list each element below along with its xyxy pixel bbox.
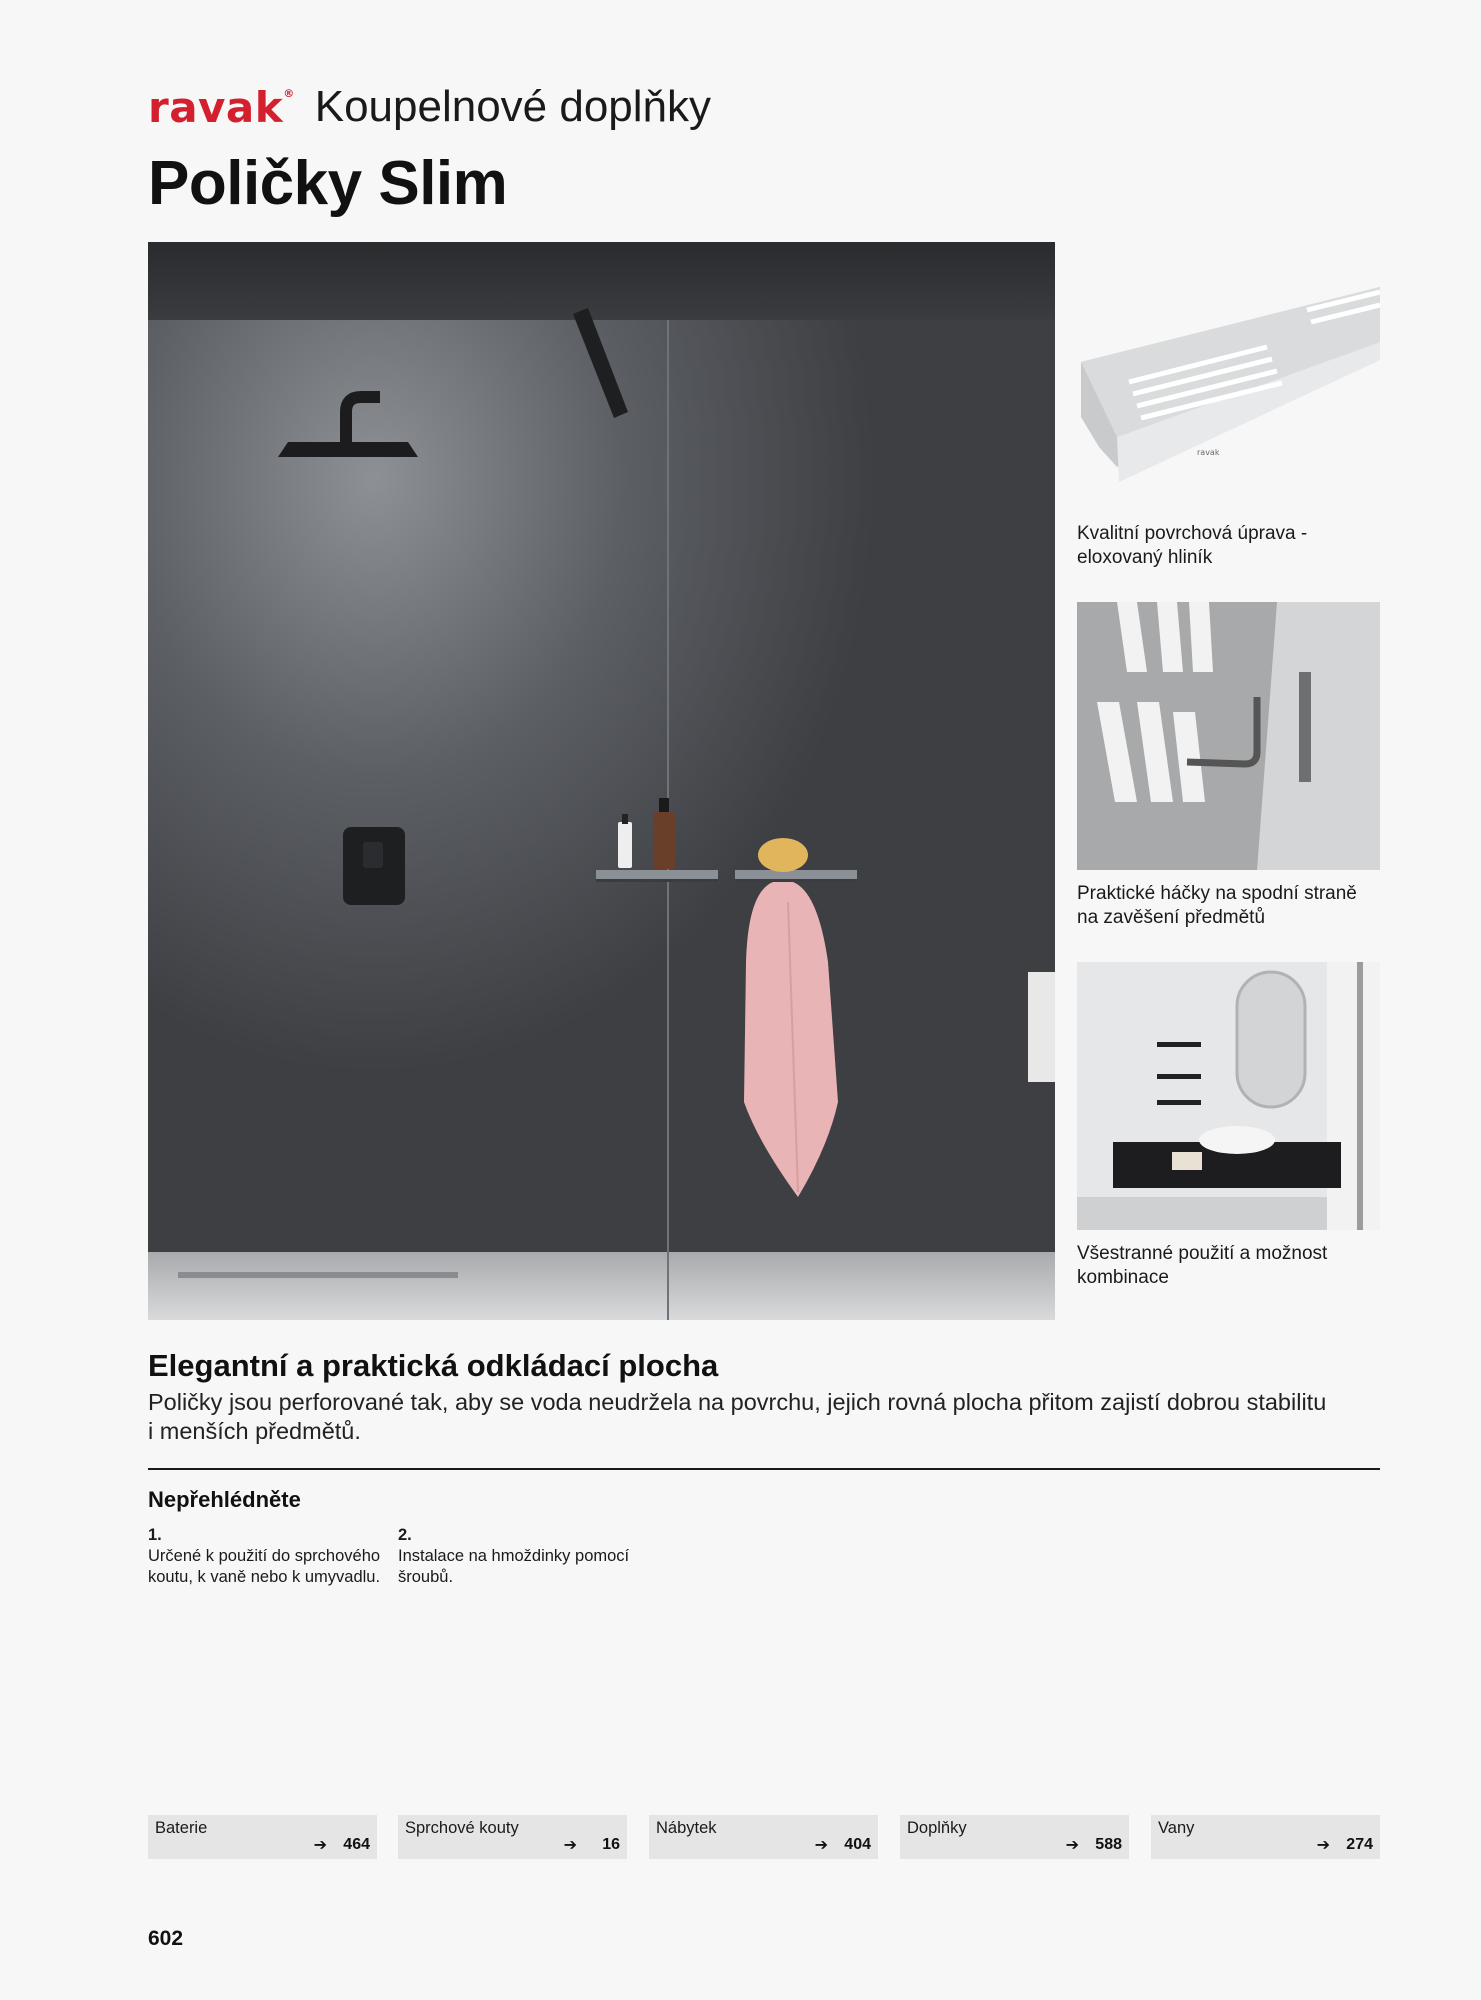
nav-label: Baterie bbox=[155, 1819, 208, 1837]
subheading: Elegantní a praktická odkládací plocha bbox=[148, 1348, 719, 1383]
nav-page-number: 588 bbox=[1095, 1836, 1122, 1853]
nav-button-vany[interactable] bbox=[1151, 1815, 1380, 1859]
arrow-right-icon: ➔ bbox=[313, 1837, 327, 1854]
feature-caption-3: Všestranné použití a možnost kombinace bbox=[1077, 1243, 1328, 1288]
mixer-icon bbox=[343, 827, 405, 905]
arrow-right-icon: ➔ bbox=[1316, 1837, 1330, 1854]
section-title: Koupelnové doplňky bbox=[314, 82, 712, 131]
nav-page-number: 274 bbox=[1346, 1836, 1373, 1853]
page-header bbox=[148, 82, 711, 132]
nav-button-baterie[interactable] bbox=[148, 1815, 377, 1859]
page-title: Poličky Slim bbox=[148, 149, 508, 218]
page-number: 602 bbox=[148, 1927, 184, 1950]
note-text: Instalace na hmoždinky pomocí šroubů. bbox=[398, 1547, 630, 1586]
arrow-right-icon: ➔ bbox=[1065, 1837, 1079, 1854]
lead-paragraph: Poličky jsou perforované tak, aby se voda neudržela na povrchu, jejich rovná plocha přitom zajistí dobrou stabilitu i menších předmětů. bbox=[148, 1389, 1327, 1444]
nav-label: Vany bbox=[1158, 1819, 1195, 1837]
note-item-1 bbox=[148, 1525, 383, 1588]
feature-caption-1: Kvalitní povrchová úprava - eloxovaný hliník bbox=[1077, 523, 1308, 568]
nav-label: Nábytek bbox=[656, 1819, 717, 1837]
registered-mark: ® bbox=[283, 86, 295, 100]
svg-text:ravak: ravak bbox=[1197, 448, 1220, 457]
nav-button-sprchove-kouty[interactable] bbox=[398, 1815, 627, 1859]
ravak-logo: ravak® bbox=[148, 82, 295, 132]
feature-caption-2: Praktické háčky na spodní straně na zavěšení předmětů bbox=[1077, 883, 1357, 928]
nav-label: Doplňky bbox=[907, 1819, 967, 1837]
hooks-detail-image bbox=[1077, 602, 1380, 870]
shelf-detail-image bbox=[1077, 242, 1380, 510]
nav-page-number: 404 bbox=[844, 1836, 871, 1853]
notes-title: Nepřehlédněte bbox=[148, 1487, 301, 1512]
note-number: 1. bbox=[148, 1526, 162, 1544]
nav-page-number: 16 bbox=[602, 1836, 620, 1853]
nav-page-number: 464 bbox=[343, 1836, 370, 1853]
arrow-right-icon: ➔ bbox=[563, 1837, 577, 1854]
divider bbox=[148, 1468, 1380, 1470]
nav-label: Sprchové kouty bbox=[405, 1819, 519, 1837]
shower-scene-image bbox=[148, 242, 1055, 1320]
bathroom-scene-image bbox=[1077, 962, 1380, 1230]
note-number: 2. bbox=[398, 1526, 412, 1544]
nav-button-nabytek[interactable] bbox=[649, 1815, 878, 1859]
note-text: Určené k použití do sprchového koutu, k vaně nebo k umyvadlu. bbox=[148, 1547, 381, 1586]
note-item-2 bbox=[398, 1525, 633, 1588]
arrow-right-icon: ➔ bbox=[814, 1837, 828, 1854]
nav-button-doplnky[interactable] bbox=[900, 1815, 1129, 1859]
